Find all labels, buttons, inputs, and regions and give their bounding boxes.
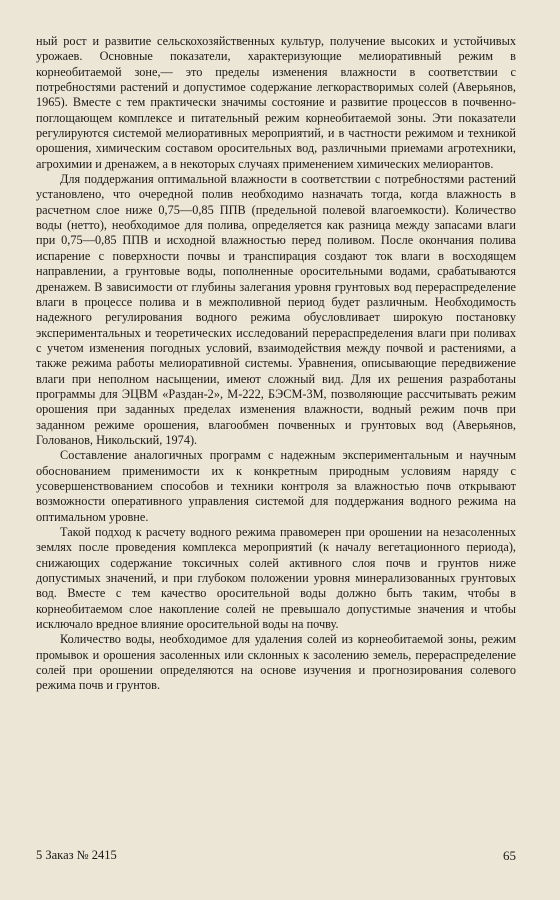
paragraph-1: ный рост и развитие сельскохозяйственных культур, получение высоких и устойчивых урожаев. Основные показатели, характеризующие мелиоративный режим в корнеобитаемой зоне,— это пределы изменения влажности в соответствии с потребностями растений и допустимое содержание легкорастворимых солей (Аверьянов, 1965). Вместе с тем практически значимы состояние и развитие процессов в почвенно-поглощающем комплексе и питательный режим корнеобитаемой зоны. Эти показатели регулируются системой мелиоративных мероприятий, и в частности режимом и техникой орошения, химическим составом оросительных вод, различными приемами агротехники, агрохимии и дренажем, а в некоторых случаях применением химических мелиорантов. xyxy=(36,34,516,171)
paragraph-4: Такой подход к расчету водного режима правомерен при орошении на незасоленных землях после проведения комплекса мероприятий (к началу вегетационного периода), снижающих содержание токсичных солей активного слоя почв и грунтов ниже допустимых значений, и при глубоком положении уровня минерализованных грунтовых вод. Вместе с тем качество оросительной воды должно быть таким, чтобы в корнеобитаемом слое накопление солей не превышало допустимые значения и чтобы исключало вредное влияние оросительной воды на почву. xyxy=(36,525,516,632)
paragraph-5: Количество воды, необходимое для удаления солей из корнеобитаемой зоны, режим промывок и орошения засоленных или склонных к засолению земель, перераспределение солей при орошении определяются на основе изучения и прогнозирования солевого режима почв и грунтов. xyxy=(36,632,516,693)
page-number: 65 xyxy=(503,848,516,863)
paragraph-2: Для поддержания оптимальной влажности в соответствии с потребностями растений установлено, что очередной полив необходимо назначать тогда, когда влажность в расчетном слое ниже 0,75—0,85 ППВ (предельной полевой влагоемкости). Количество воды (нетто), необходимое для полива, определяется как разница между запасами влаги при 0,75—0,85 ППВ и исходной влажностью перед поливом. После окончания полива испарение с поверхности почвы и транспирация создают ток влаги в восходящем направлении, а грунтовые воды, пополненные оросительными водами, срабатываются дренажем. В зависимости от глубины залегания уровня грунтовых вод перераспределение влаги в процессе полива и в межполивной период будет различным. Необходимость надежного регулирования водного режима обусловливает широкую постановку экспериментальных и теоретических исследований перераспределения влаги при поливах с учетом изменения погодных условий, взаимодействия между почвой и растениями, а также режима работы мелиоративной системы. Уравнения, описывающие передвижение влаги при неполном насыщении, имеют сложный вид. Для их решения разработаны программы для ЭЦВМ «Раздан-2», М-222, БЭСМ-3М, позволяющие рассчитывать режим орошения при заданных пределах изменения влажности, водный режим почв при заданном режиме орошения, влагообмен почвенных и грунтовых вод (Аверьянов, Голованов, Никольский, 1974). xyxy=(36,172,516,447)
body-text xyxy=(36,34,516,694)
paragraph-3: Составление аналогичных программ с надежным экспериментальным и научным обоснованием применимости их к конкретным природным условиям наряду с усовершенствованием способов и техники контроля за влажностью почв открывают возможности оперативного управления системой для поддержания водного режима на оптимальном уровне. xyxy=(36,448,516,524)
printer-signature: 5 Заказ № 2415 xyxy=(36,848,117,862)
